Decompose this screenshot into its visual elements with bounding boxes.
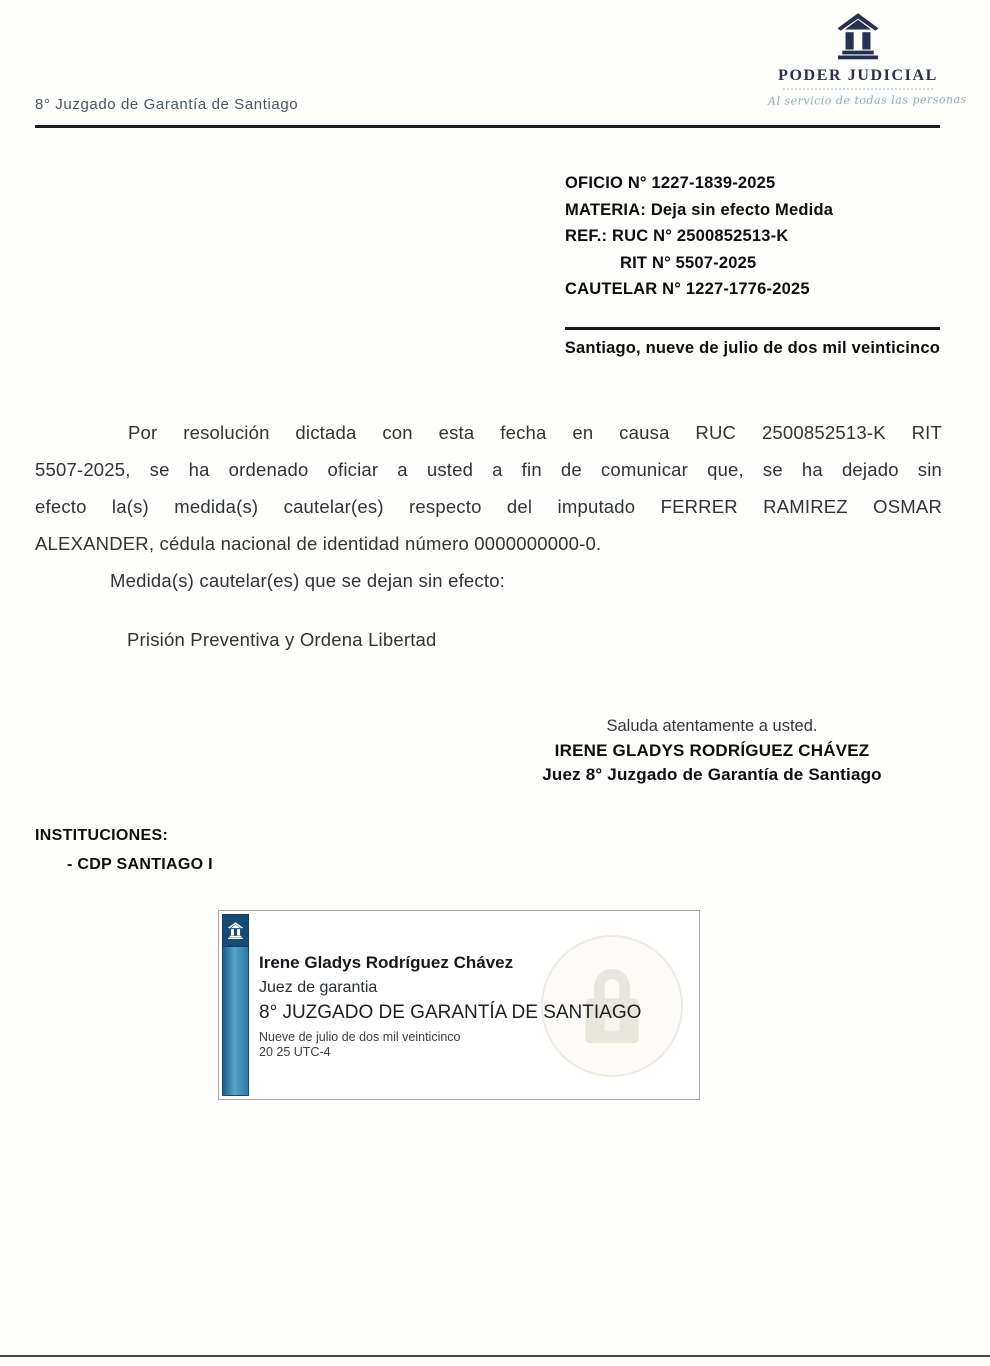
courthouse-icon bbox=[222, 914, 249, 947]
oficio-number-line: OFICIO N° 1227-1839-2025 bbox=[565, 174, 776, 192]
closing-line: Saluda atentamente a usted. bbox=[606, 717, 818, 735]
date-line: Santiago, nueve de julio de dos mil veinticinco bbox=[564, 339, 940, 357]
stamp-date: Nueve de julio de dos mil veinticinco bbox=[259, 1030, 461, 1044]
logo-tagline: Al servicio de todas las personas bbox=[767, 93, 967, 108]
rit-line: RIT N° 5507-2025 bbox=[620, 253, 757, 272]
body-line: 5507-2025, se ha ordenado oficiar a usted a fin de comunicar que, se ha dejado sin bbox=[35, 459, 942, 480]
oficio-reference-block bbox=[565, 170, 833, 303]
body-line: ALEXANDER, cédula nacional de identidad número 0000000000-0. bbox=[35, 533, 602, 554]
body-paragraph bbox=[35, 414, 942, 599]
footer-rule bbox=[0, 1355, 990, 1357]
stamp-text-block bbox=[259, 953, 693, 1060]
materia-line: MATERIA: Deja sin efecto Medida bbox=[565, 200, 834, 219]
poder-judicial-logo bbox=[767, 12, 967, 108]
judge-title: Juez 8° Juzgado de Garantía de Santiago bbox=[542, 765, 882, 784]
stamp-signer-role: Juez de garantia bbox=[259, 979, 378, 996]
stamp-court-name: 8° JUZGADO DE GARANTÍA DE SANTIAGO bbox=[259, 1002, 642, 1023]
measures-line: Prisión Preventiva y Ordena Libertad bbox=[127, 629, 437, 650]
stamp-signer-name: Irene Gladys Rodríguez Chávez bbox=[259, 953, 514, 972]
logo-divider bbox=[783, 88, 933, 90]
institution-item: - CDP SANTIAGO I bbox=[67, 856, 213, 873]
stamp-time: 20 25 UTC-4 bbox=[259, 1045, 331, 1059]
body-line: efecto la(s) medida(s) cautelar(es) respecto del imputado FERRER RAMIREZ OSMAR bbox=[35, 496, 942, 517]
courthouse-icon bbox=[768, 12, 948, 65]
signature-stamp bbox=[218, 910, 700, 1100]
body-line: Por resolución dictada con esta fecha en causa RUC 2500852513-K RIT bbox=[128, 422, 942, 443]
header-rule bbox=[35, 125, 940, 128]
measures-intro-line: Medida(s) cautelar(es) que se dejan sin efecto: bbox=[110, 570, 506, 591]
court-name-header: 8° Juzgado de Garantía de Santiago bbox=[35, 96, 299, 113]
reference-rule bbox=[565, 327, 940, 330]
ref-ruc-line: REF.: RUC N° 2500852513-K bbox=[565, 227, 789, 245]
cautelar-line: CAUTELAR N° 1227-1776-2025 bbox=[565, 280, 810, 298]
institutions-label: INSTITUCIONES: bbox=[35, 827, 169, 844]
brand-text: PODER JUDICIAL bbox=[778, 67, 938, 84]
signature-block bbox=[512, 714, 912, 788]
judge-name: IRENE GLADYS RODRÍGUEZ CHÁVEZ bbox=[554, 740, 870, 760]
